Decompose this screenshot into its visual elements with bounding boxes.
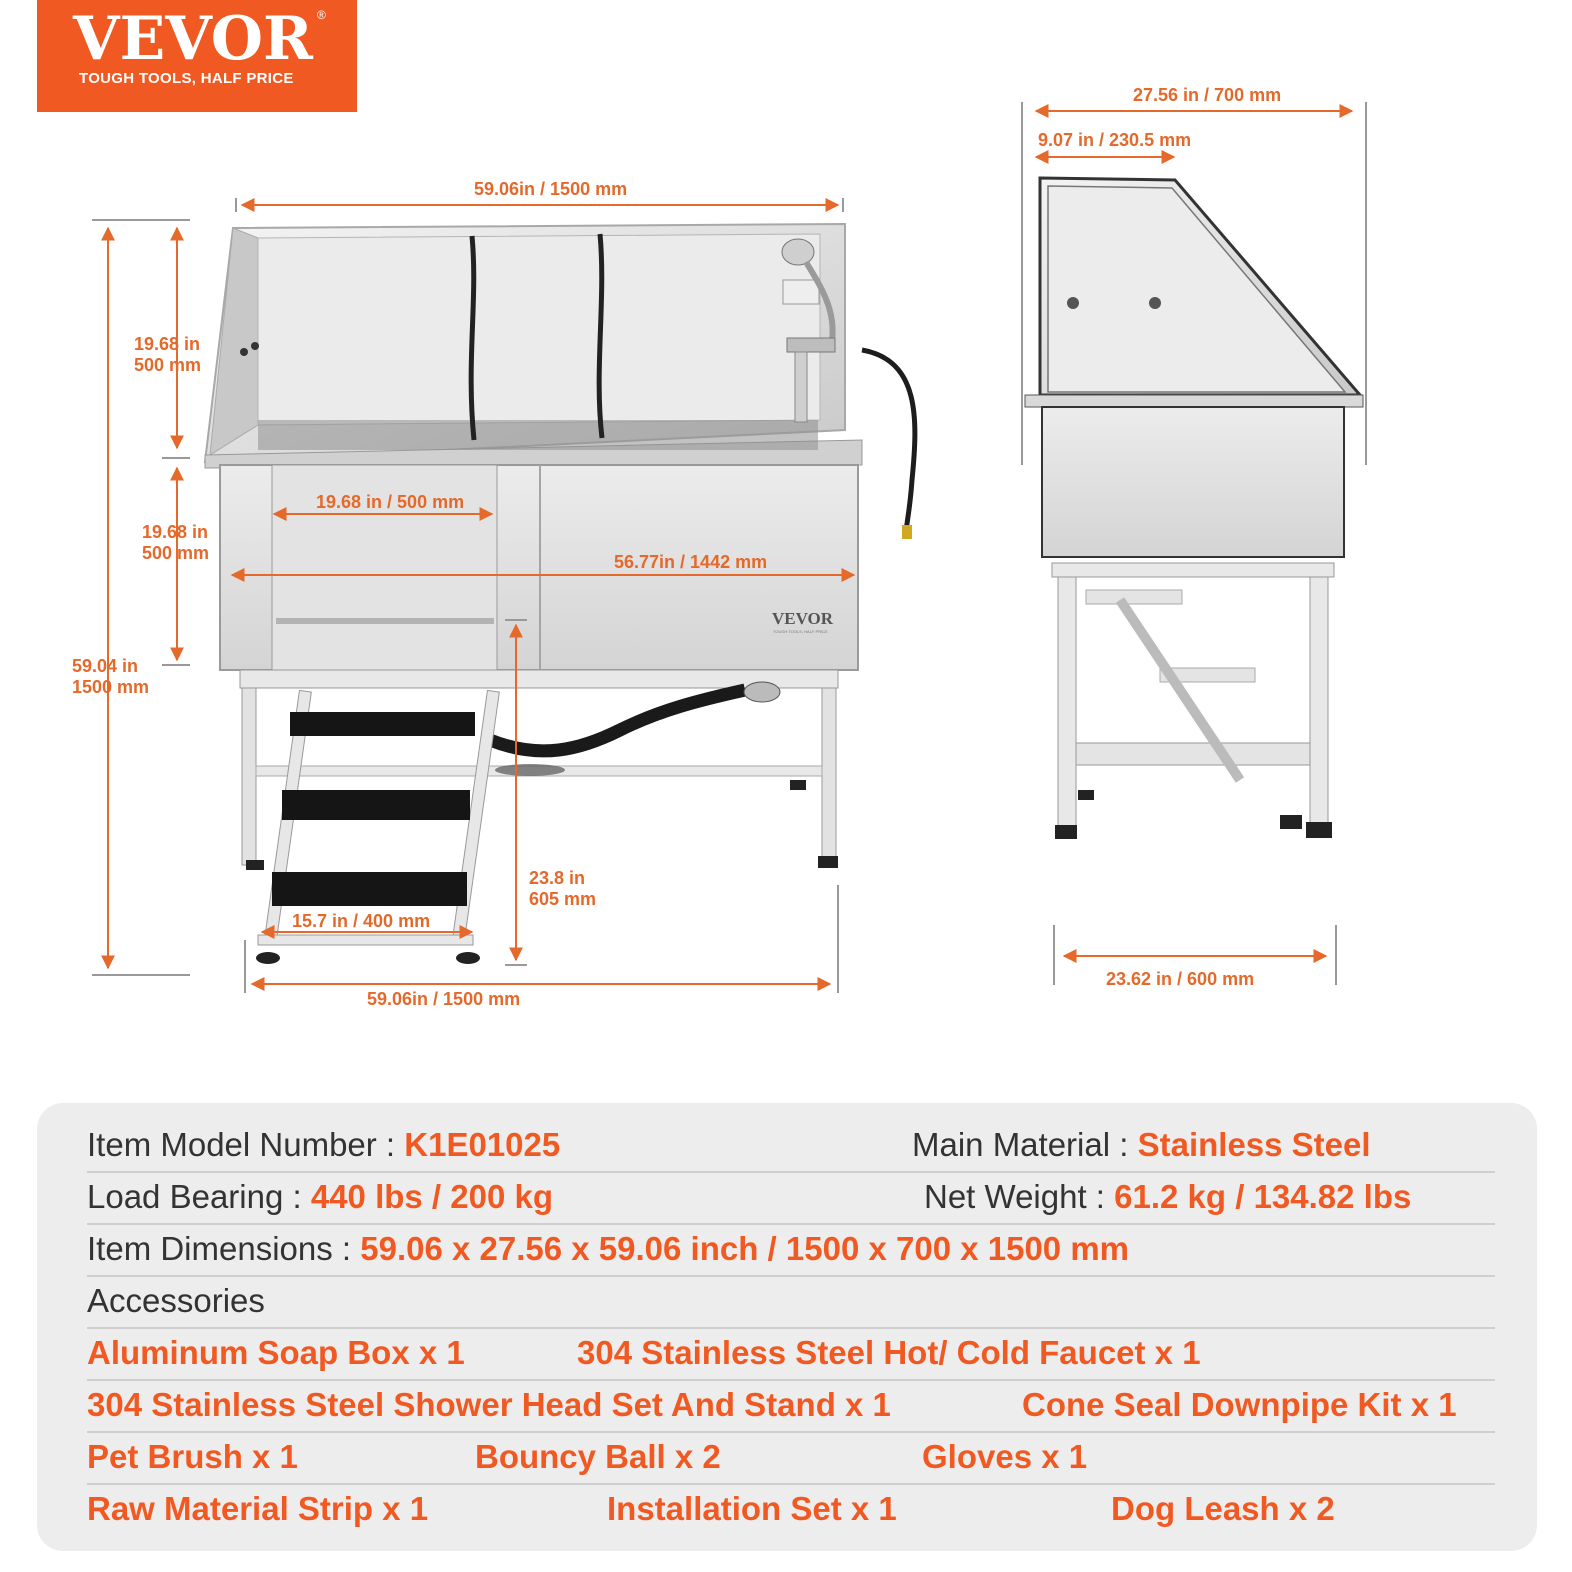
side-view-tub [1025,178,1363,839]
weight-label: Net Weight [924,1178,1087,1215]
weight-separator: : [1086,1178,1115,1215]
model-value: K1E01025 [404,1126,561,1163]
dim-inner-width: 56.77in / 1442 mm [614,552,768,572]
accessories-row-4 [87,1483,1495,1535]
accessories-row-2 [87,1379,1495,1433]
accessories-row-1 [87,1327,1495,1381]
accessory-item: Dog Leash x 2 [1111,1490,1335,1527]
dim-base-width: 23.62 in / 600 mm [1106,969,1255,989]
spec-row-model [87,1119,1495,1173]
weight-value: 61.2 kg / 134.82 lbs [1114,1178,1412,1215]
accessory-item: Bouncy Ball x 2 [475,1438,721,1475]
dim-upper-height-in: 19.68 in [134,334,201,354]
tub-logo: VEVOR [772,609,834,628]
accessories-label: Accessories [87,1282,265,1319]
load-label: Load Bearing [87,1178,284,1215]
dim-step-width: 15.7 in / 400 mm [292,911,431,931]
accessory-item: 304 Stainless Steel Shower Head Set And Stand x 1 [87,1386,891,1423]
dim-total-height-mm: 1500 mm [72,677,150,697]
weight-entry [924,1171,1411,1223]
spec-panel [37,1103,1537,1551]
model-entry [87,1119,560,1171]
load-separator: : [283,1178,311,1215]
registered-mark: ® [317,8,326,22]
accessory-item: Installation Set x 1 [607,1490,897,1527]
material-label: Main Material [912,1126,1111,1163]
accessory-item: 304 Stainless Steel Hot/ Cold Faucet x 1 [577,1334,1201,1371]
spec-row-load [87,1171,1495,1225]
brand-tagline: TOUGH TOOLS, HALF PRICE [79,70,294,87]
dim-total-height-in: 59.04 in [72,656,139,676]
accessory-item: Aluminum Soap Box x 1 [87,1334,465,1371]
material-separator: : [1110,1126,1138,1163]
dim-upper-height-mm: 500 mm [134,355,202,375]
material-entry [912,1119,1371,1171]
accessory-item: Raw Material Strip x 1 [87,1490,429,1527]
dim-bottom-width: 59.06in / 1500 mm [367,989,521,1009]
dim-door-width: 19.68 in / 500 mm [316,492,465,512]
load-value: 440 lbs / 200 kg [310,1178,553,1215]
material-value: Stainless Steel [1137,1126,1371,1163]
dim-door-height-in: 19.68 in [142,522,209,542]
accessory-item: Pet Brush x 1 [87,1438,298,1475]
dim-depth: 27.56 in / 700 mm [1133,85,1282,105]
model-label: Item Model Number [87,1126,377,1163]
accessories-row-3 [87,1431,1495,1485]
dim-leg-height-mm: 605 mm [529,889,597,909]
dimensions-label: Item Dimensions [87,1230,333,1267]
spec-row-accessories-heading [87,1275,1495,1329]
dimensions-entry [87,1223,1129,1275]
tub-logo-tagline: TOUGH TOOLS, HALF PRICE [773,629,828,634]
load-entry [87,1171,553,1223]
accessory-item: Cone Seal Downpipe Kit x 1 [1022,1386,1457,1423]
dim-top-ledge: 9.07 in / 230.5 mm [1038,130,1192,150]
model-separator: : [376,1126,405,1163]
dim-door-height-mm: 500 mm [142,543,210,563]
dimensions-value: 59.06 x 27.56 x 59.06 inch / 1500 x 700 x 1500 mm [360,1230,1130,1267]
spec-row-dimensions [87,1223,1495,1277]
brand-name: VEVOR [73,4,313,74]
accessory-item: Gloves x 1 [922,1438,1088,1475]
dim-leg-height-in: 23.8 in [529,868,586,888]
dim-top-width: 59.06in / 1500 mm [474,179,628,199]
dimensions-separator: : [332,1230,361,1267]
front-view-tub [205,224,915,964]
